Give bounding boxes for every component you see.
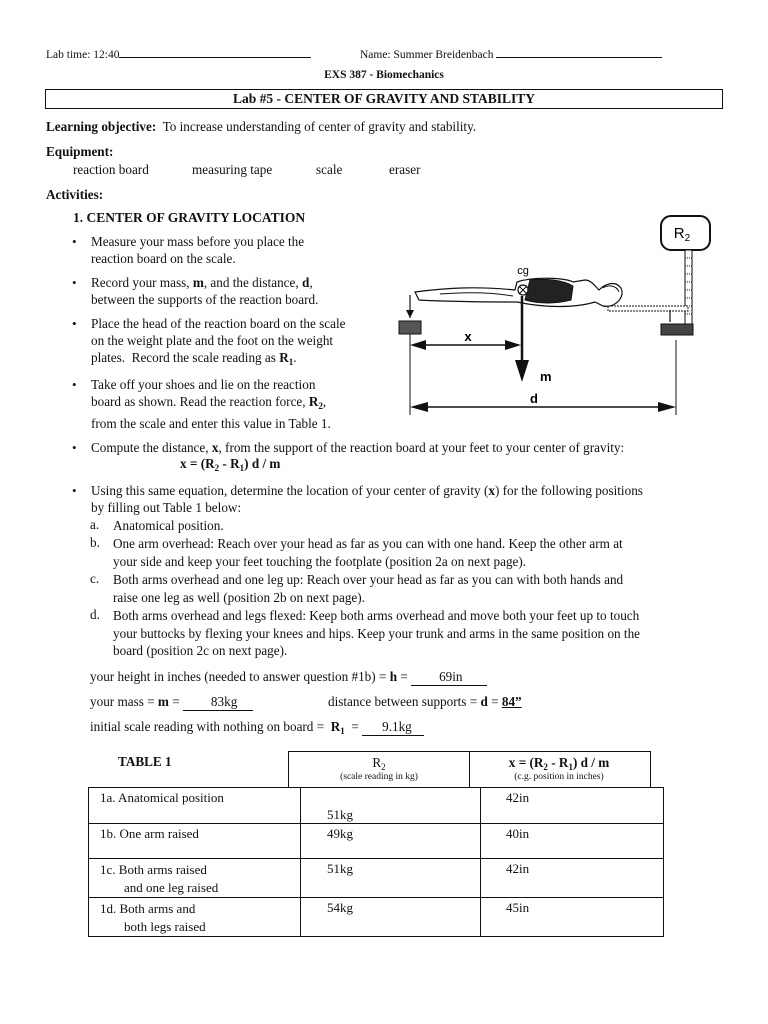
bullet-icon: • — [72, 234, 77, 249]
header-r2-note: (scale reading in kg) — [340, 772, 418, 782]
row-x: 42in — [481, 788, 664, 824]
list-line: One arm overhead: Reach over your head as far as you can with one hand. Keep the other arm at — [113, 536, 623, 551]
height-field: your height in inches (needed to answer question #1b) = h = 69in — [90, 669, 487, 686]
row-label — [89, 898, 301, 937]
bullet-text — [91, 233, 304, 267]
row-label — [89, 859, 301, 898]
scale-post — [685, 250, 692, 324]
table-row — [89, 859, 664, 898]
learning-objective-text: To increase understanding of center of gravity and stability. — [162, 119, 477, 134]
using-text — [91, 482, 731, 516]
learning-objective — [46, 119, 476, 135]
bullet-icon: • — [72, 316, 77, 331]
list-letter: b. — [90, 535, 100, 550]
reaction-board — [608, 306, 688, 311]
name-label: Name: Summer Breidenbach — [360, 49, 494, 61]
compute-text: Compute the distance, x, from the support of the reaction board at your feet to your center of gravity: — [91, 440, 625, 455]
bullet-icon: • — [72, 440, 77, 455]
list-letter: c. — [90, 571, 100, 586]
distance-field: distance between supports = d = 84” — [328, 694, 522, 709]
name-blank — [496, 46, 662, 58]
foot-support — [399, 321, 421, 334]
bullet-icon: • — [72, 275, 77, 290]
section-heading: 1. CENTER OF GRAVITY LOCATION — [73, 210, 306, 225]
list-text — [113, 517, 224, 535]
lab-time-blank — [119, 46, 311, 58]
row-r2: 51kg — [301, 859, 481, 898]
table-row — [89, 898, 664, 937]
bullet-icon: • — [72, 483, 77, 498]
equipment-item: reaction board — [73, 162, 149, 177]
list-line: Anatomical position. — [113, 518, 224, 533]
mass-field: your mass = m = 83kg — [90, 694, 253, 711]
table-header-x — [468, 751, 651, 788]
bullet-line: Take off your shoes and lie on the reaction — [91, 377, 316, 392]
row-label-line: 1c. Both arms raised — [100, 862, 207, 877]
row-label — [89, 788, 301, 824]
row-r2: 49kg — [301, 824, 481, 859]
r2-label: $R_2$ — [673, 225, 691, 244]
bullet-line: Record your mass, m, and the distance, d, — [91, 275, 313, 290]
equipment-item: eraser — [389, 162, 421, 177]
list-line: Both arms overhead and one leg up: Reach over your head as far as you can with both hands and — [113, 572, 624, 587]
reaction-board-diagram — [395, 210, 725, 425]
formula: $x = (R_2 - R_1)$ d / m — [180, 456, 281, 473]
bullet-line: board as shown. Read the reaction force, $R_2$, — [91, 394, 327, 411]
row-x: 42in — [481, 859, 664, 898]
initial-value: 9.1kg — [362, 719, 424, 736]
bullet-line: between the supports of the reaction board. — [91, 292, 319, 307]
bullet-icon: • — [72, 377, 77, 392]
activities-label: Activities: — [46, 187, 104, 202]
row-label — [89, 824, 301, 859]
row-x: 45in — [481, 898, 664, 937]
equipment-item: measuring tape — [192, 162, 273, 177]
x-label: x — [464, 329, 472, 344]
learning-objective-label: Learning objective: — [46, 119, 157, 134]
bullet-text — [91, 315, 345, 371]
list-letter: d. — [90, 607, 100, 622]
list-line: your side and keep your feet touching the footplate (position 2a on next page). — [113, 553, 527, 569]
bullet-line: on the weight plate and the foot on the weight — [91, 333, 334, 348]
distance-value: 84” — [501, 694, 522, 709]
list-line: raise one leg as well (position 2b on next page). — [113, 589, 365, 605]
cg-label: cg — [517, 265, 529, 277]
header-r2-label: $R_2$ — [372, 755, 386, 772]
using-line: by filling out Table 1 below: — [91, 500, 242, 515]
list-line: Both arms overhead and legs flexed: Keep both arms overhead and move both your feet up to touch — [113, 608, 640, 623]
table-1 — [88, 787, 664, 937]
height-value: 69in — [411, 669, 486, 686]
d-label: d — [530, 391, 538, 406]
bullet-line: reaction board on the scale. — [91, 251, 236, 266]
header-x-note: (c.g. position in inches) — [514, 772, 604, 782]
list-line: board (position 2c on next page). — [113, 643, 288, 658]
row-r2: 51kg — [301, 788, 481, 824]
list-text — [113, 571, 623, 606]
equipment-label: Equipment: — [46, 144, 114, 159]
name-field — [360, 46, 662, 61]
bullet-line: plates. Record the scale reading as $R_1$. — [91, 350, 297, 367]
m-label: m — [540, 369, 552, 384]
weight-plate — [661, 324, 693, 335]
lab-time-label: Lab time: 12:40 — [46, 49, 120, 61]
list-text — [113, 535, 623, 570]
bullet-line: Place the head of the reaction board on the scale — [91, 316, 346, 331]
page-title: Lab #5 - CENTER OF GRAVITY AND STABILITY — [45, 89, 723, 109]
row-label-line: 1a. Anatomical position — [100, 790, 224, 805]
list-line: your buttocks by flexing your knees and hips. Keep your trunk and arms in the same position on the — [113, 625, 641, 641]
initial-reading-field: initial scale reading with nothing on board = $R_1 = 9.1kg$ — [90, 719, 424, 736]
mass-value: 83kg — [183, 694, 253, 711]
row-x: 40in — [481, 824, 664, 859]
list-text — [113, 607, 640, 660]
row-r2: 54kg — [301, 898, 481, 937]
table-row — [89, 824, 664, 859]
list-letter: a. — [90, 517, 100, 532]
table-title: TABLE 1 — [118, 754, 172, 769]
equipment-item: scale — [316, 162, 343, 177]
row-label-line: 1d. Both arms and — [100, 901, 196, 916]
row-label-line: 1b. One arm raised — [100, 826, 199, 841]
bullet-text — [91, 274, 318, 308]
row-label-line: both legs raised — [124, 919, 206, 934]
table-row — [89, 788, 664, 824]
course-title: EXS 387 - Biomechanics — [324, 69, 444, 81]
row-label-line: and one leg raised — [124, 880, 219, 895]
bullet-line: from the scale and enter this value in Table 1. — [91, 416, 331, 431]
bullet-line: Measure your mass before you place the — [91, 234, 305, 249]
table-header-r2 — [288, 751, 470, 788]
header-x-label: $x = (R_2 - R_1)$ d / m — [508, 755, 610, 772]
bullet-text — [91, 376, 331, 432]
using-line: Using this same equation, determine the location of your center of gravity (x) for the following positions — [91, 483, 643, 498]
lab-time-field — [46, 46, 311, 61]
